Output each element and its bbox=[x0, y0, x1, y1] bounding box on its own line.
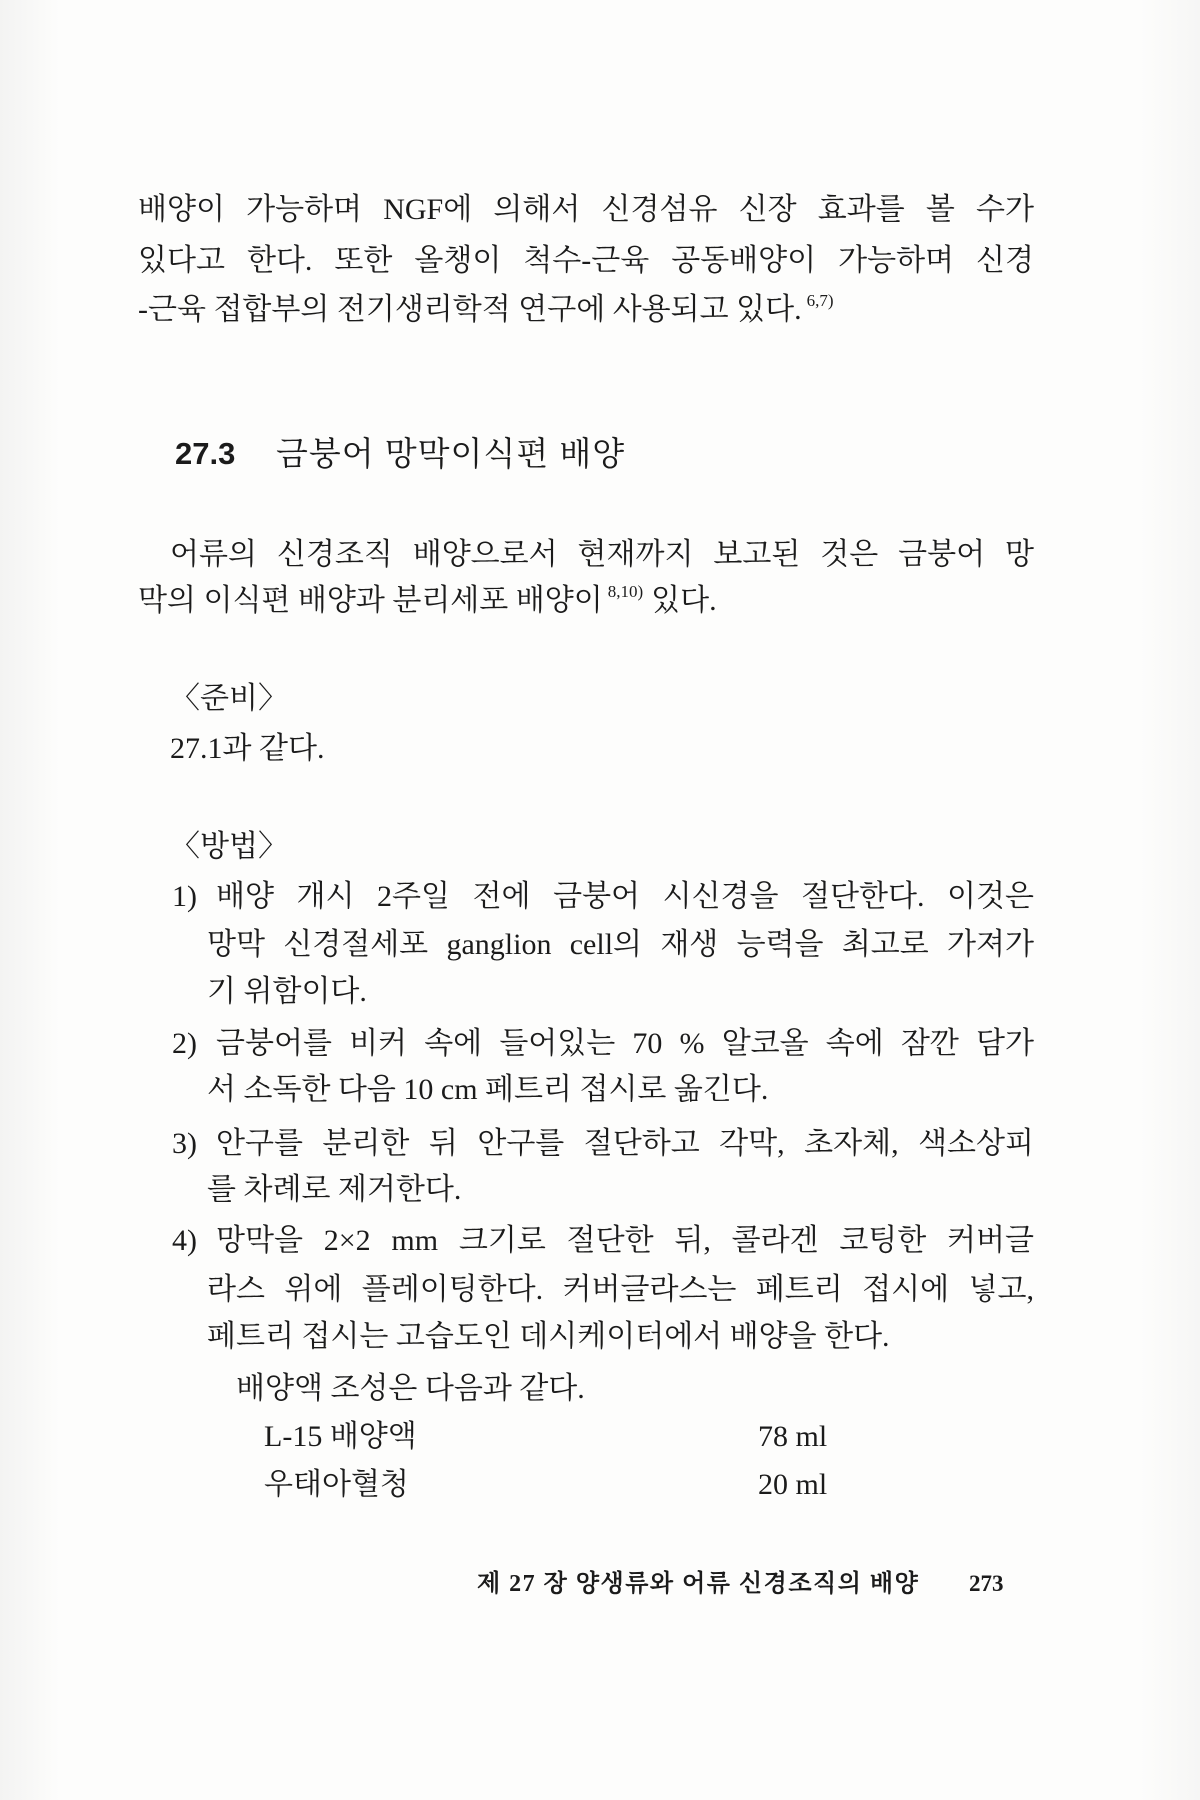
paragraph-line: 어류의 신경조직 배양으로서 현재까지 보고된 것은 금붕어 망 bbox=[170, 538, 1034, 571]
step-line: 기 위함이다. bbox=[207, 975, 367, 1008]
step-line: 페트리 접시는 고습도인 데시케이터에서 배양을 한다. bbox=[207, 1320, 890, 1353]
paragraph-line: 배양이 가능하며 NGF에 의해서 신경섬유 신장 효과를 볼 수가 bbox=[138, 193, 1034, 226]
medium-intro: 배양액 조성은 다음과 같다. bbox=[236, 1372, 585, 1405]
paragraph-line-text: 막의 이식편 배양과 분리세포 배양이 bbox=[138, 584, 603, 617]
section-number: 27.3 bbox=[175, 436, 236, 471]
medium-name: 우태아혈청 bbox=[264, 1468, 409, 1501]
paragraph-line bbox=[138, 290, 834, 330]
step-marker: 2) bbox=[172, 1027, 197, 1060]
preparation-heading: 〈준비〉 bbox=[170, 682, 288, 715]
medium-amount: 20 ml bbox=[758, 1468, 828, 1501]
paragraph-line: 있다고 한다. 또한 올챙이 척수-근육 공동배양이 가능하며 신경 bbox=[138, 244, 1034, 277]
paragraph-line-text: -근육 접합부의 전기생리학적 연구에 사용되고 있다. bbox=[138, 293, 802, 326]
step-line: 금붕어를 비커 속에 들어있는 70 % 알코올 속에 잠깐 담가 bbox=[216, 1027, 1034, 1060]
method-heading: 〈방법〉 bbox=[170, 830, 288, 863]
step-line: 망막 신경절세포 ganglion cell의 재생 능력을 최고로 가져가 bbox=[207, 928, 1034, 961]
step-marker: 4) bbox=[172, 1224, 197, 1257]
medium-name: L-15 배양액 bbox=[264, 1420, 417, 1453]
step-line: 배양 개시 2주일 전에 금붕어 시신경을 절단한다. 이것은 bbox=[216, 880, 1034, 913]
step-marker: 3) bbox=[172, 1127, 197, 1160]
medium-amount: 78 ml bbox=[758, 1420, 828, 1453]
step-line: 를 차례로 제거한다. bbox=[207, 1173, 462, 1206]
step-line: 망막을 2×2 mm 크기로 절단한 뒤, 콜라겐 코팅한 커버글 bbox=[216, 1224, 1034, 1257]
step-marker: 1) bbox=[172, 880, 197, 913]
step-line: 안구를 분리한 뒤 안구를 절단하고 각막, 초자체, 색소상피 bbox=[216, 1127, 1034, 1160]
step-line: 서 소독한 다음 10 cm 페트리 접시로 옮긴다. bbox=[207, 1073, 769, 1106]
footer-chapter: 제 27 장 양생류와 어류 신경조직의 배양 bbox=[477, 1571, 920, 1597]
citation-superscript: 8,10) bbox=[607, 582, 644, 601]
section-title: 금붕어 망막이식편 배양 bbox=[276, 435, 626, 472]
citation-superscript: 6,7) bbox=[806, 291, 834, 310]
paragraph-line-tail: 있다. bbox=[651, 584, 717, 617]
step-line: 라스 위에 플레이팅한다. 커버글라스는 페트리 접시에 넣고, bbox=[207, 1273, 1034, 1306]
paragraph-line bbox=[138, 581, 717, 621]
page-number: 273 bbox=[969, 1571, 1004, 1596]
preparation-text: 27.1과 같다. bbox=[170, 732, 325, 765]
